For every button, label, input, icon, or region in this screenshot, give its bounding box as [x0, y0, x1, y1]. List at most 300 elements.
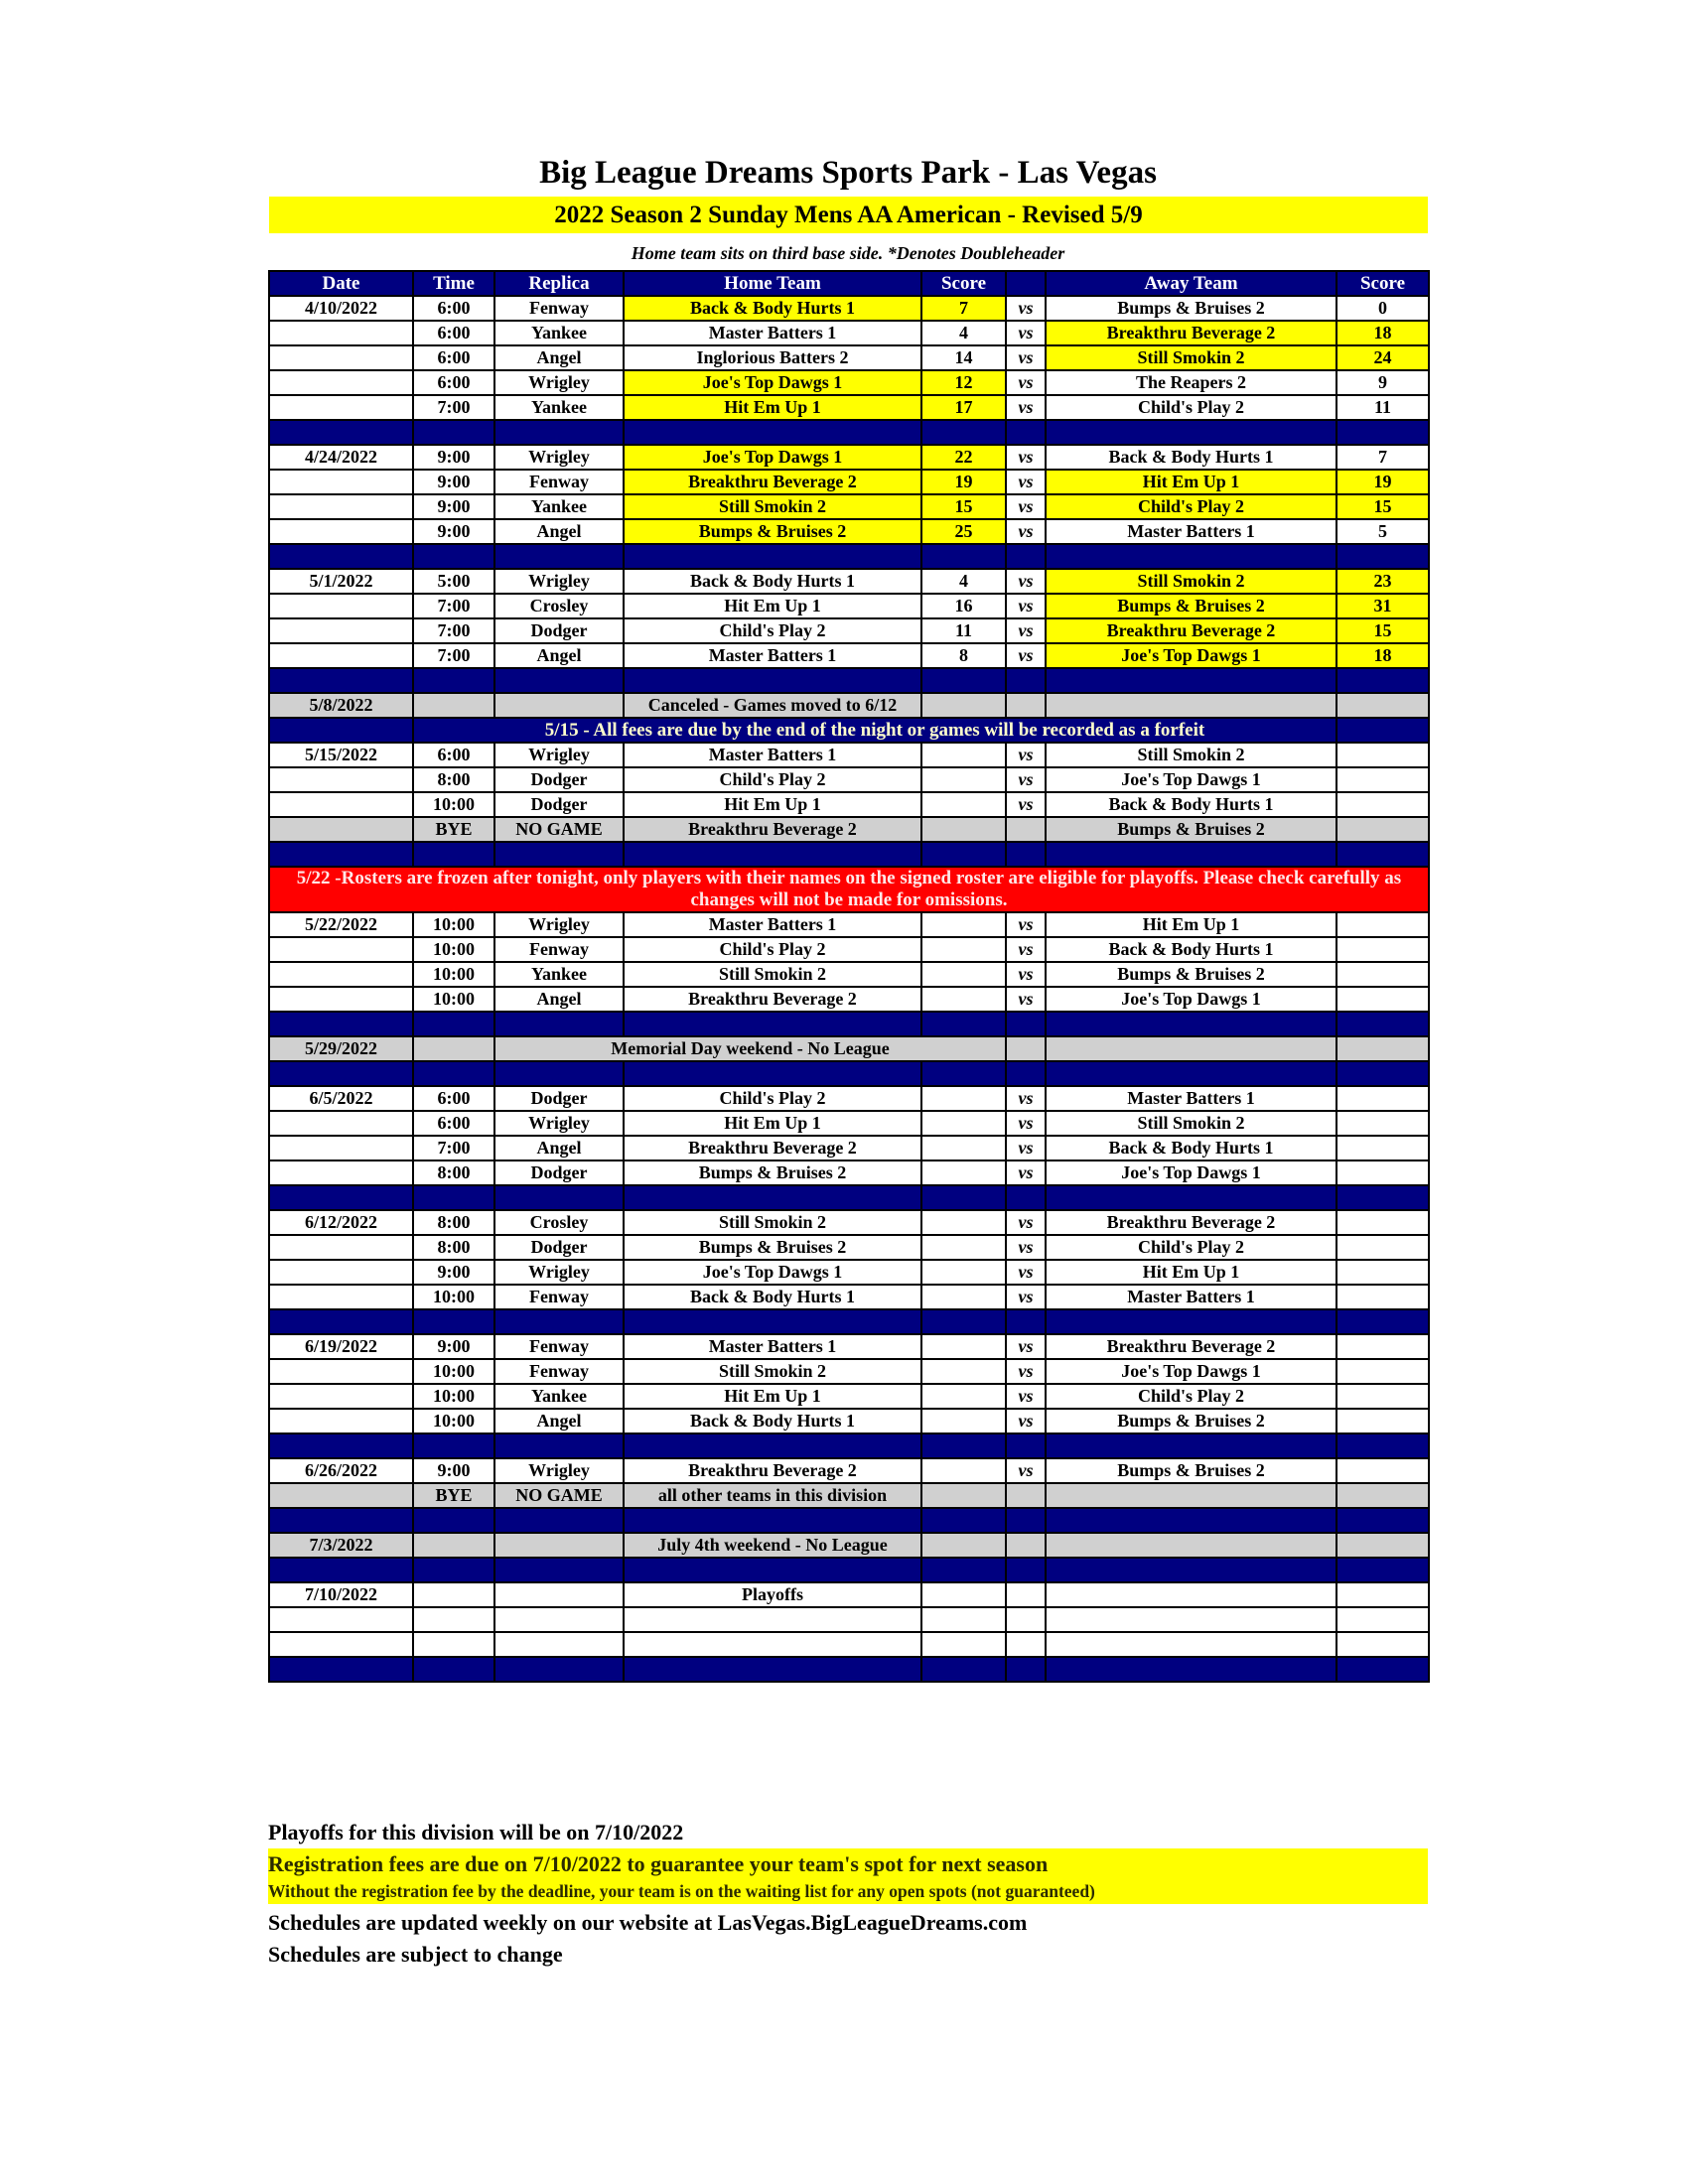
replica-field-cell: Wrigley — [494, 1111, 624, 1136]
away-score-cell — [1336, 792, 1429, 817]
col-header-home-team: Home Team — [624, 271, 921, 296]
vs-label: vs — [1006, 1359, 1046, 1384]
separator-cell — [624, 1433, 921, 1458]
separator-cell — [494, 1012, 624, 1036]
date-cell: 6/5/2022 — [269, 1086, 413, 1111]
table-header-row — [269, 271, 1429, 296]
away-score-cell — [1336, 1111, 1429, 1136]
replica-field-cell: Crosley — [494, 1210, 624, 1235]
game-row — [269, 1384, 1429, 1409]
replica-field-cell: Wrigley — [494, 743, 624, 767]
date-cell — [269, 345, 413, 370]
playoffs-row — [269, 1582, 1429, 1607]
separator-cell — [494, 420, 624, 445]
time-cell: 9:00 — [413, 470, 494, 494]
separator-cell — [921, 1558, 1006, 1582]
home-team-cell: Joe's Top Dawgs 1 — [624, 370, 921, 395]
separator-cell — [494, 544, 624, 569]
away-team-cell: Master Batters 1 — [1046, 519, 1336, 544]
home-score-cell — [921, 987, 1006, 1012]
home-score-cell — [921, 1235, 1006, 1260]
col-header-home-score: Score — [921, 271, 1006, 296]
away-score-cell — [1336, 1260, 1429, 1285]
home-team-cell: Master Batters 1 — [624, 743, 921, 767]
game-row — [269, 987, 1429, 1012]
game-row — [269, 569, 1429, 594]
home-score-cell — [921, 1136, 1006, 1160]
away-team-cell: Child's Play 2 — [1046, 1384, 1336, 1409]
date-cell: 7/3/2022 — [269, 1533, 413, 1558]
no-games-message: July 4th weekend - No League — [624, 1533, 921, 1558]
separator-cell — [269, 420, 413, 445]
date-cell: 5/15/2022 — [269, 743, 413, 767]
registration-note: Registration fees are due on 7/10/2022 to guarantee your team's spot for next season — [268, 1851, 1049, 1876]
separator-cell — [413, 1309, 494, 1334]
date-cell — [269, 987, 413, 1012]
away-team-cell: Child's Play 2 — [1046, 395, 1336, 420]
separator-cell — [921, 544, 1006, 569]
col-header-away-score: Score — [1336, 271, 1429, 296]
away-team-cell: Hit Em Up 1 — [1046, 470, 1336, 494]
replica-field-cell: Wrigley — [494, 1458, 624, 1483]
date-cell — [269, 937, 413, 962]
date-cell: 5/22/2022 — [269, 912, 413, 937]
home-score-cell: 16 — [921, 594, 1006, 618]
home-score-cell — [921, 1210, 1006, 1235]
away-team-cell: Back & Body Hurts 1 — [1046, 792, 1336, 817]
date-cell — [269, 1359, 413, 1384]
game-row — [269, 962, 1429, 987]
home-score-cell — [921, 1582, 1006, 1607]
replica-field-cell: Yankee — [494, 494, 624, 519]
empty-cell — [1336, 1632, 1429, 1657]
date-cell — [269, 395, 413, 420]
away-score-cell: 0 — [1336, 296, 1429, 321]
time-cell — [413, 693, 494, 718]
bye-team-cell: Breakthru Beverage 2 — [624, 817, 921, 842]
away-score-cell: 11 — [1336, 395, 1429, 420]
replica-field-cell: Wrigley — [494, 370, 624, 395]
separator-cell — [1336, 668, 1429, 693]
time-cell: 10:00 — [413, 1409, 494, 1433]
time-cell: 8:00 — [413, 767, 494, 792]
vs-label: vs — [1006, 1210, 1046, 1235]
away-team-cell: Hit Em Up 1 — [1046, 912, 1336, 937]
home-score-cell — [921, 1086, 1006, 1111]
home-team-cell: Still Smokin 2 — [624, 494, 921, 519]
date-cell — [269, 618, 413, 643]
away-team-cell: Joe's Top Dawgs 1 — [1046, 767, 1336, 792]
away-team-cell: Back & Body Hurts 1 — [1046, 937, 1336, 962]
replica-field-cell: Wrigley — [494, 569, 624, 594]
no-game-label: NO GAME — [494, 1483, 624, 1508]
separator-cell — [624, 544, 921, 569]
away-team-cell: Bumps & Bruises 2 — [1046, 962, 1336, 987]
home-score-cell: 7 — [921, 296, 1006, 321]
away-team-cell: Breakthru Beverage 2 — [1046, 1334, 1336, 1359]
schedule-table — [268, 270, 1430, 1683]
playoffs-label: Playoffs — [624, 1582, 921, 1607]
vs-label: vs — [1006, 594, 1046, 618]
date-cell — [269, 1136, 413, 1160]
holiday-row — [269, 1036, 1429, 1061]
home-score-cell — [921, 1260, 1006, 1285]
separator-cell — [494, 1185, 624, 1210]
separator-cell — [921, 1061, 1006, 1086]
page-title: Big League Dreams Sports Park - Las Vegas — [539, 155, 1157, 191]
home-score-cell: 4 — [921, 569, 1006, 594]
vs-label: vs — [1006, 767, 1046, 792]
date-cell — [269, 1260, 413, 1285]
time-cell: 6:00 — [413, 345, 494, 370]
home-team-cell: Still Smokin 2 — [624, 962, 921, 987]
separator-cell — [921, 420, 1006, 445]
date-cell — [269, 321, 413, 345]
vs-label: vs — [1006, 618, 1046, 643]
bye-row — [269, 817, 1429, 842]
away-score-cell — [1336, 1285, 1429, 1309]
separator-cell — [1006, 668, 1046, 693]
replica-field-cell: Yankee — [494, 395, 624, 420]
away-score-cell — [1336, 1235, 1429, 1260]
separator-cell — [921, 1012, 1006, 1036]
home-score-cell — [921, 767, 1006, 792]
date-cell: 5/1/2022 — [269, 569, 413, 594]
separator-cell — [269, 1185, 413, 1210]
vs-label: vs — [1006, 494, 1046, 519]
separator-cell — [494, 1558, 624, 1582]
replica-field-cell: Angel — [494, 643, 624, 668]
date-cell — [269, 962, 413, 987]
home-score-cell — [921, 792, 1006, 817]
away-team-cell: Breakthru Beverage 2 — [1046, 321, 1336, 345]
no-games-message: Canceled - Games moved to 6/12 — [624, 693, 921, 718]
time-cell: 10:00 — [413, 962, 494, 987]
replica-field-cell: Angel — [494, 345, 624, 370]
vs-label: vs — [1006, 1260, 1046, 1285]
separator-cell — [624, 1508, 921, 1533]
away-score-cell — [1336, 1334, 1429, 1359]
away-team-cell: Breakthru Beverage 2 — [1046, 618, 1336, 643]
home-score-cell — [921, 1384, 1006, 1409]
home-score-cell: 19 — [921, 470, 1006, 494]
date-cell — [269, 792, 413, 817]
game-row — [269, 519, 1429, 544]
separator-cell — [921, 1508, 1006, 1533]
home-score-cell: 17 — [921, 395, 1006, 420]
separator-cell — [413, 668, 494, 693]
home-team-cell: Master Batters 1 — [624, 321, 921, 345]
date-cell — [269, 494, 413, 519]
away-team-cell: Bumps & Bruises 2 — [1046, 1458, 1336, 1483]
away-team-cell: Bumps & Bruises 2 — [1046, 1409, 1336, 1433]
empty-cell — [494, 1632, 624, 1657]
away-team-cell: The Reapers 2 — [1046, 370, 1336, 395]
home-score-cell: 14 — [921, 345, 1006, 370]
separator-cell — [413, 544, 494, 569]
separator-cell — [269, 1309, 413, 1334]
time-cell: 8:00 — [413, 1160, 494, 1185]
home-team-cell: Back & Body Hurts 1 — [624, 1285, 921, 1309]
away-team-cell: Hit Em Up 1 — [1046, 1260, 1336, 1285]
home-score-cell: 11 — [921, 618, 1006, 643]
separator-cell — [413, 1558, 494, 1582]
separator-cell — [269, 842, 413, 867]
time-cell: 9:00 — [413, 1458, 494, 1483]
game-row — [269, 743, 1429, 767]
home-team-cell: Breakthru Beverage 2 — [624, 987, 921, 1012]
col-header-away-team: Away Team — [1046, 271, 1336, 296]
no-games-row — [269, 1533, 1429, 1558]
replica-field-cell: Dodger — [494, 792, 624, 817]
away-team-cell: Back & Body Hurts 1 — [1046, 445, 1336, 470]
separator-cell — [1006, 1657, 1046, 1682]
game-row — [269, 1285, 1429, 1309]
away-team-cell: Breakthru Beverage 2 — [1046, 1210, 1336, 1235]
empty-cell — [413, 1607, 494, 1632]
bye-label: BYE — [413, 1483, 494, 1508]
vs-label: vs — [1006, 1285, 1046, 1309]
date-cell — [269, 1384, 413, 1409]
time-cell: 10:00 — [413, 1285, 494, 1309]
replica-field-cell: Dodger — [494, 1160, 624, 1185]
separator-cell — [1046, 420, 1336, 445]
time-cell: 9:00 — [413, 445, 494, 470]
col-header-vs — [1006, 271, 1046, 296]
replica-field-cell — [494, 1533, 624, 1558]
away-team-cell — [1046, 1582, 1336, 1607]
away-team-cell: Still Smokin 2 — [1046, 1111, 1336, 1136]
home-team-cell: Inglorious Batters 2 — [624, 345, 921, 370]
vs-label: vs — [1006, 1458, 1046, 1483]
game-row — [269, 1235, 1429, 1260]
empty-row — [269, 1632, 1429, 1657]
empty-cell — [269, 1607, 413, 1632]
away-score-cell: 19 — [1336, 470, 1429, 494]
home-team-cell: Joe's Top Dawgs 1 — [624, 1260, 921, 1285]
separator-cell — [1006, 1558, 1046, 1582]
replica-field-cell: Dodger — [494, 767, 624, 792]
time-cell: 10:00 — [413, 792, 494, 817]
home-score-cell — [921, 1359, 1006, 1384]
week-separator-row — [269, 1061, 1429, 1086]
no-game-label: NO GAME — [494, 817, 624, 842]
separator-cell — [1006, 544, 1046, 569]
vs-label: vs — [1006, 519, 1046, 544]
separator-cell — [1336, 544, 1429, 569]
holiday-message: Memorial Day weekend - No League — [494, 1036, 1006, 1061]
away-score-cell: 24 — [1336, 345, 1429, 370]
separator-cell — [1046, 842, 1336, 867]
vs-label: vs — [1006, 743, 1046, 767]
replica-field-cell: Fenway — [494, 1285, 624, 1309]
away-team-cell — [1046, 693, 1336, 718]
playoffs-note: Playoffs for this division will be on 7/10/2022 — [268, 1820, 684, 1844]
empty-cell — [624, 1632, 921, 1657]
home-score-cell — [921, 1483, 1006, 1508]
away-score-cell — [1336, 743, 1429, 767]
date-cell: 5/8/2022 — [269, 693, 413, 718]
time-cell: 6:00 — [413, 1086, 494, 1111]
away-score-cell — [1336, 987, 1429, 1012]
away-score-cell — [1336, 1160, 1429, 1185]
vs-label: vs — [1006, 370, 1046, 395]
separator-cell — [494, 1657, 624, 1682]
away-team-cell: Bumps & Bruises 2 — [1046, 296, 1336, 321]
game-row — [269, 321, 1429, 345]
time-cell: 7:00 — [413, 1136, 494, 1160]
subject-to-change-note: Schedules are subject to change — [268, 1942, 563, 1967]
time-cell: 9:00 — [413, 519, 494, 544]
separator-cell — [494, 842, 624, 867]
date-cell — [269, 643, 413, 668]
time-cell: 7:00 — [413, 395, 494, 420]
vs-label: vs — [1006, 643, 1046, 668]
away-team-cell: Master Batters 1 — [1046, 1086, 1336, 1111]
separator-cell — [1046, 1657, 1336, 1682]
game-row — [269, 1409, 1429, 1433]
date-cell: 4/24/2022 — [269, 445, 413, 470]
away-score-cell — [1336, 767, 1429, 792]
home-team-cell: Joe's Top Dawgs 1 — [624, 445, 921, 470]
time-cell: 7:00 — [413, 594, 494, 618]
home-team-cell: Bumps & Bruises 2 — [624, 519, 921, 544]
away-score-cell — [1336, 1384, 1429, 1409]
home-score-cell: 22 — [921, 445, 1006, 470]
away-team-cell — [1046, 1036, 1336, 1061]
home-score-cell — [921, 1409, 1006, 1433]
bye-team-cell — [1046, 1483, 1336, 1508]
home-team-cell: Back & Body Hurts 1 — [624, 1409, 921, 1433]
separator-cell — [624, 1061, 921, 1086]
separator-cell — [1006, 842, 1046, 867]
vs-label: vs — [1006, 1111, 1046, 1136]
separator-cell — [1006, 1433, 1046, 1458]
separator-cell — [921, 842, 1006, 867]
away-team-cell: Bumps & Bruises 2 — [1046, 594, 1336, 618]
time-cell: 10:00 — [413, 912, 494, 937]
separator-cell — [494, 1433, 624, 1458]
game-row — [269, 370, 1429, 395]
home-score-cell — [921, 937, 1006, 962]
replica-field-cell: Angel — [494, 987, 624, 1012]
away-score-cell — [1336, 912, 1429, 937]
replica-field-cell: Wrigley — [494, 912, 624, 937]
empty-cell — [1046, 1632, 1336, 1657]
separator-cell — [1006, 1309, 1046, 1334]
time-cell — [413, 1036, 494, 1061]
separator-cell — [269, 1433, 413, 1458]
game-row — [269, 1136, 1429, 1160]
separator-cell — [269, 1061, 413, 1086]
time-cell: 5:00 — [413, 569, 494, 594]
separator-cell — [921, 1433, 1006, 1458]
vs-label: vs — [1006, 1086, 1046, 1111]
away-score-cell — [1336, 1136, 1429, 1160]
separator-cell — [921, 1185, 1006, 1210]
replica-field-cell: Yankee — [494, 1384, 624, 1409]
week-separator-row — [269, 1309, 1429, 1334]
away-score-cell — [1336, 1458, 1429, 1483]
separator-cell — [624, 1309, 921, 1334]
vs-label: vs — [1006, 1136, 1046, 1160]
empty-cell — [1336, 1607, 1429, 1632]
replica-field-cell: Fenway — [494, 296, 624, 321]
game-row — [269, 1359, 1429, 1384]
date-cell — [269, 1111, 413, 1136]
away-score-cell: 9 — [1336, 370, 1429, 395]
date-cell — [269, 1235, 413, 1260]
replica-field-cell: Fenway — [494, 937, 624, 962]
bye-team-cell: Bumps & Bruises 2 — [1046, 817, 1336, 842]
vs-label: vs — [1006, 1160, 1046, 1185]
home-team-note: Home team sits on third base side. *Denotes Doubleheader — [631, 243, 1065, 263]
week-separator-row — [269, 420, 1429, 445]
no-games-row — [269, 693, 1429, 718]
week-separator-row — [269, 1185, 1429, 1210]
away-score-cell — [1336, 1409, 1429, 1433]
week-separator-row — [269, 842, 1429, 867]
separator-cell — [413, 1508, 494, 1533]
time-cell: 7:00 — [413, 643, 494, 668]
week-separator-row — [269, 1012, 1429, 1036]
home-team-cell: Back & Body Hurts 1 — [624, 296, 921, 321]
separator-cell — [413, 420, 494, 445]
schedule-body — [269, 296, 1429, 1682]
home-team-cell: Child's Play 2 — [624, 937, 921, 962]
game-row — [269, 792, 1429, 817]
game-row — [269, 296, 1429, 321]
vs-label: vs — [1006, 1409, 1046, 1433]
time-cell: 8:00 — [413, 1210, 494, 1235]
away-score-cell — [1336, 1036, 1429, 1061]
away-team-cell — [1046, 1533, 1336, 1558]
empty-cell — [413, 1632, 494, 1657]
vs-label: vs — [1006, 470, 1046, 494]
separator-cell — [1336, 842, 1429, 867]
week-separator-row — [269, 1508, 1429, 1533]
separator-cell — [269, 1657, 413, 1682]
away-team-cell: Joe's Top Dawgs 1 — [1046, 987, 1336, 1012]
vs-label: vs — [1006, 1334, 1046, 1359]
away-team-cell: Joe's Top Dawgs 1 — [1046, 1359, 1336, 1384]
date-cell — [269, 1483, 413, 1508]
away-team-cell: Still Smokin 2 — [1046, 743, 1336, 767]
home-score-cell: 12 — [921, 370, 1006, 395]
bye-team-cell: all other teams in this division — [624, 1483, 921, 1508]
date-cell: 6/26/2022 — [269, 1458, 413, 1483]
separator-cell — [1336, 1309, 1429, 1334]
home-team-cell: Master Batters 1 — [624, 1334, 921, 1359]
separator-cell — [921, 1309, 1006, 1334]
vs-cell — [1006, 817, 1046, 842]
separator-cell — [921, 1657, 1006, 1682]
empty-cell — [269, 1632, 413, 1657]
away-team-cell: Master Batters 1 — [1046, 1285, 1336, 1309]
away-team-cell: Still Smokin 2 — [1046, 569, 1336, 594]
home-team-cell: Hit Em Up 1 — [624, 792, 921, 817]
vs-label: vs — [1006, 569, 1046, 594]
separator-cell — [921, 668, 1006, 693]
separator-cell — [1006, 1508, 1046, 1533]
away-score-cell — [1336, 1086, 1429, 1111]
game-row — [269, 494, 1429, 519]
away-score-cell — [1336, 693, 1429, 718]
date-cell — [269, 767, 413, 792]
vs-cell — [1006, 693, 1046, 718]
replica-field-cell: Dodger — [494, 1086, 624, 1111]
game-row — [269, 1160, 1429, 1185]
